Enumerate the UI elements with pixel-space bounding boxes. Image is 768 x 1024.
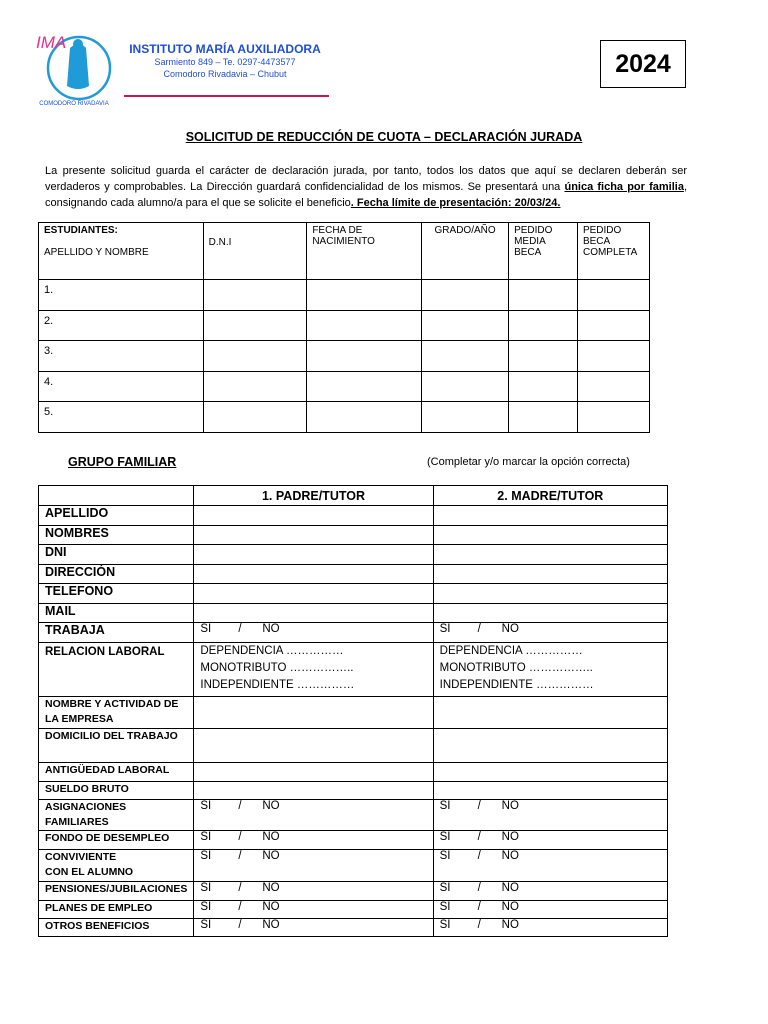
option-si[interactable]: SI: [200, 881, 212, 894]
student-row-number: 3.: [39, 341, 204, 372]
father-cell[interactable]: [194, 564, 433, 584]
family-label: DNI: [39, 545, 194, 565]
institute-logo: [34, 28, 118, 108]
students-col-name-label: ESTUDIANTES:: [44, 225, 118, 236]
family-group-note: (Completar y/o marcar la opción correcta): [427, 456, 630, 468]
family-row-sueldo: [39, 781, 668, 799]
option-slash: /: [477, 623, 481, 635]
family-label: [39, 849, 194, 881]
intro-text-1: La presente solicitud guarda el carácter de declaración jurada, por tanto, todos los datos que aquí se declaren deberán ser verdaderos y comprobables. La Dirección guardará confidencialidad de los mismos. Se presentará una: [45, 165, 687, 193]
option-slash: /: [238, 623, 242, 635]
option-si[interactable]: SI: [439, 881, 451, 894]
father-yes-no[interactable]: [194, 881, 433, 900]
student-row-number: 4.: [39, 371, 204, 402]
student-full-cell[interactable]: [577, 341, 649, 372]
student-full-cell[interactable]: [577, 280, 649, 311]
student-grade-cell[interactable]: [422, 371, 509, 402]
student-birth-cell[interactable]: [307, 310, 422, 341]
family-label: APELLIDO: [39, 506, 194, 526]
student-birth-cell[interactable]: [307, 341, 422, 372]
mother-cell[interactable]: [433, 781, 667, 799]
students-col-half-line3: BECA: [514, 247, 542, 258]
father-works-choice[interactable]: [194, 623, 433, 643]
option-independiente[interactable]: INDEPENDIENTE ……………: [439, 678, 594, 691]
students-col-birth-line2: NACIMIENTO: [312, 236, 375, 247]
option-slash: /: [238, 849, 242, 862]
students-col-half-line1: PEDIDO: [514, 225, 553, 236]
option-si[interactable]: SI: [200, 849, 212, 862]
option-slash: /: [477, 830, 481, 843]
family-row-trabaja: [39, 623, 668, 643]
student-dni-cell[interactable]: [203, 280, 307, 311]
student-row: [39, 310, 650, 341]
family-label: PENSIONES/JUBILACIONES: [39, 881, 194, 900]
option-no[interactable]: NO: [262, 900, 280, 913]
option-dependencia[interactable]: DEPENDENCIA ……………: [200, 644, 344, 657]
student-dni-cell[interactable]: [203, 402, 307, 433]
option-si[interactable]: SI: [439, 830, 451, 843]
family-row-direccion: [39, 564, 668, 584]
father-yes-no[interactable]: [194, 799, 433, 830]
mother-cell[interactable]: [433, 564, 667, 584]
students-col-half-line2: MEDIA: [514, 236, 546, 247]
student-row: [39, 341, 650, 372]
father-employment-type[interactable]: [194, 642, 433, 696]
family-label-line1: NOMBRE Y ACTIVIDAD DE: [45, 697, 179, 710]
students-col-full: [577, 223, 649, 280]
family-col-father: 1. PADRE/TUTOR: [194, 486, 433, 506]
student-dni-cell[interactable]: [203, 310, 307, 341]
family-row-asignaciones: [39, 799, 668, 830]
family-label: MAIL: [39, 603, 194, 623]
option-slash: /: [477, 881, 481, 894]
option-monotributo[interactable]: MONOTRIBUTO ……………..: [200, 661, 354, 674]
family-row-pensiones: [39, 881, 668, 900]
students-col-grade: [422, 223, 509, 280]
family-header-row: [39, 486, 668, 506]
option-no[interactable]: NO: [501, 849, 519, 862]
students-col-birth-line1: FECHA DE: [312, 225, 363, 236]
father-cell[interactable]: [194, 762, 433, 781]
option-dependencia[interactable]: DEPENDENCIA ……………: [439, 644, 583, 657]
family-label-line2: CON EL ALUMNO: [45, 865, 134, 878]
family-row-conviviente: [39, 849, 668, 881]
intro-deadline: . Fecha límite de presentación: 20/03/24.: [350, 197, 561, 209]
option-no[interactable]: NO: [262, 881, 280, 894]
family-label: RELACION LABORAL: [39, 642, 194, 696]
option-si[interactable]: SI: [439, 799, 451, 812]
students-col-full-line2: BECA: [582, 236, 611, 247]
option-si[interactable]: SI: [439, 900, 451, 913]
option-slash: /: [238, 830, 242, 843]
student-row-number: 2.: [39, 310, 204, 341]
students-col-dni: [203, 223, 307, 280]
mother-works-choice[interactable]: [433, 623, 667, 643]
student-row: [39, 402, 650, 433]
student-grade-cell[interactable]: [422, 280, 509, 311]
option-si[interactable]: SI: [200, 799, 212, 812]
mother-cell[interactable]: [433, 603, 667, 623]
mother-yes-no[interactable]: [433, 900, 667, 918]
family-row-mail: [39, 603, 668, 623]
family-label: TRABAJA: [39, 623, 194, 643]
students-col-full-line1: PEDIDO: [582, 225, 622, 236]
student-full-cell[interactable]: [577, 310, 649, 341]
mother-cell[interactable]: [433, 696, 667, 728]
intro-paragraph: [45, 163, 687, 211]
option-slash: /: [238, 799, 242, 812]
family-row-relacion: [39, 642, 668, 696]
student-birth-cell[interactable]: [307, 280, 422, 311]
family-row-domicilio: [39, 728, 668, 762]
family-table: [38, 485, 668, 937]
family-label-line2: LA EMPRESA: [45, 712, 114, 725]
family-row-dni: [39, 545, 668, 565]
document-title: SOLICITUD DE REDUCCIÓN DE CUOTA – DECLARACIÓN JURADA: [185, 130, 583, 144]
student-half-cell[interactable]: [509, 341, 578, 372]
father-yes-no[interactable]: [194, 900, 433, 918]
family-label: NOMBRES: [39, 525, 194, 545]
mother-cell[interactable]: [433, 506, 667, 526]
student-grade-cell[interactable]: [422, 341, 509, 372]
option-si[interactable]: SI: [439, 849, 451, 862]
intro-text-2: , consignando cada alumno/a para el que se solicite el beneficio: [45, 181, 687, 209]
student-half-cell[interactable]: [509, 402, 578, 433]
logo-text: IMA: [36, 33, 67, 52]
family-row-antiguedad: [39, 762, 668, 781]
option-no[interactable]: NO: [501, 830, 519, 843]
father-yes-no[interactable]: [194, 830, 433, 849]
option-no[interactable]: NO: [262, 830, 280, 843]
family-row-otros: [39, 918, 668, 936]
mother-cell[interactable]: [433, 525, 667, 545]
institute-name: INSTITUTO MARÍA AUXILIADORA: [129, 42, 321, 56]
option-no[interactable]: NO: [501, 918, 519, 931]
family-label: DIRECCIÓN: [39, 564, 194, 584]
family-row-fondo: [39, 830, 668, 849]
father-cell[interactable]: [194, 728, 433, 762]
family-label: OTROS BENEFICIOS: [39, 918, 194, 936]
family-row-apellido: [39, 506, 668, 526]
option-si[interactable]: SI: [439, 623, 451, 635]
family-row-nombres: [39, 525, 668, 545]
student-half-cell[interactable]: [509, 310, 578, 341]
father-cell[interactable]: [194, 506, 433, 526]
students-col-full-line3: COMPLETA: [582, 247, 638, 258]
family-col-mother: 2. MADRE/TUTOR: [433, 486, 667, 506]
family-label: PLANES DE EMPLEO: [39, 900, 194, 918]
family-label-line1: CONVIVIENTE: [45, 850, 117, 863]
mother-yes-no[interactable]: [433, 849, 667, 881]
option-no[interactable]: NO: [501, 881, 519, 894]
option-no[interactable]: NO: [501, 900, 519, 913]
logo-ring-text: COMODORO RIVADAVIA: [39, 101, 109, 107]
option-monotributo[interactable]: MONOTRIBUTO ……………..: [439, 661, 593, 674]
student-grade-cell[interactable]: [422, 310, 509, 341]
family-group-title: GRUPO FAMILIAR: [68, 455, 177, 469]
institute-header: [122, 42, 328, 80]
mother-cell[interactable]: [433, 584, 667, 604]
family-row-empresa: [39, 696, 668, 728]
year-box: 2024: [600, 40, 686, 88]
institute-city: Comodoro Rivadavia – Chubut: [163, 69, 287, 79]
student-half-cell[interactable]: [509, 371, 578, 402]
students-table: [38, 222, 650, 433]
students-col-birth: [307, 223, 422, 280]
option-slash: /: [477, 799, 481, 812]
family-label: ANTIGÜEDAD LABORAL: [39, 762, 194, 781]
father-yes-no[interactable]: [194, 918, 433, 936]
mother-cell[interactable]: [433, 545, 667, 565]
option-slash: /: [238, 918, 242, 931]
option-si[interactable]: SI: [200, 900, 212, 913]
students-col-dni-label: D.N.I: [208, 237, 232, 248]
mother-cell[interactable]: [433, 728, 667, 762]
option-slash: /: [477, 849, 481, 862]
option-slash: /: [477, 900, 481, 913]
mother-cell[interactable]: [433, 762, 667, 781]
option-si[interactable]: SI: [200, 918, 212, 931]
option-si[interactable]: SI: [200, 623, 212, 635]
option-no[interactable]: NO: [262, 849, 280, 862]
family-label: SUELDO BRUTO: [39, 781, 194, 799]
family-label: FONDO DE DESEMPLEO: [39, 830, 194, 849]
mother-employment-type[interactable]: [433, 642, 667, 696]
family-header-blank: [39, 486, 194, 506]
student-full-cell[interactable]: [577, 402, 649, 433]
option-no[interactable]: NO: [262, 918, 280, 931]
father-yes-no[interactable]: [194, 849, 433, 881]
family-row-telefono: [39, 584, 668, 604]
mother-yes-no[interactable]: [433, 881, 667, 900]
student-birth-cell[interactable]: [307, 371, 422, 402]
students-col-half: [509, 223, 578, 280]
student-row-number: 5.: [39, 402, 204, 433]
student-dni-cell[interactable]: [203, 371, 307, 402]
family-label: [39, 799, 194, 830]
student-grade-cell[interactable]: [422, 402, 509, 433]
family-label-line1: ASIGNACIONES: [45, 800, 127, 813]
student-row: [39, 371, 650, 402]
student-row-number: 1.: [39, 280, 204, 311]
student-row: [39, 280, 650, 311]
mother-yes-no[interactable]: [433, 918, 667, 936]
father-cell[interactable]: [194, 696, 433, 728]
option-si[interactable]: SI: [200, 830, 212, 843]
father-cell[interactable]: [194, 781, 433, 799]
father-cell[interactable]: [194, 545, 433, 565]
student-dni-cell[interactable]: [203, 341, 307, 372]
family-label-line2: FAMILIARES: [45, 815, 109, 828]
student-birth-cell[interactable]: [307, 402, 422, 433]
option-slash: /: [238, 881, 242, 894]
option-slash: /: [238, 900, 242, 913]
header-divider: [124, 95, 329, 97]
family-row-planes: [39, 900, 668, 918]
student-half-cell[interactable]: [509, 280, 578, 311]
family-label: [39, 696, 194, 728]
student-full-cell[interactable]: [577, 371, 649, 402]
option-si[interactable]: SI: [439, 918, 451, 931]
option-no[interactable]: NO: [501, 799, 519, 812]
students-col-name: [39, 223, 204, 280]
family-label: DOMICILIO DEL TRABAJO: [39, 728, 194, 762]
family-label: TELEFONO: [39, 584, 194, 604]
father-cell[interactable]: [194, 525, 433, 545]
option-no[interactable]: NO: [262, 799, 280, 812]
students-header-row: [39, 223, 650, 280]
mother-yes-no[interactable]: [433, 799, 667, 830]
option-independiente[interactable]: INDEPENDIENTE ……………: [200, 678, 355, 691]
father-cell[interactable]: [194, 584, 433, 604]
institute-address: Sarmiento 849 – Te. 0297-4473577: [154, 57, 296, 67]
students-col-grade-label: GRADO/AÑO: [434, 225, 496, 236]
mother-yes-no[interactable]: [433, 830, 667, 849]
father-cell[interactable]: [194, 603, 433, 623]
intro-bold-1: única ficha por familia: [564, 181, 684, 193]
option-no[interactable]: NO: [501, 623, 519, 635]
option-no[interactable]: NO: [262, 623, 280, 635]
option-slash: /: [477, 918, 481, 931]
students-col-name-sub: APELLIDO Y NOMBRE: [44, 247, 149, 258]
